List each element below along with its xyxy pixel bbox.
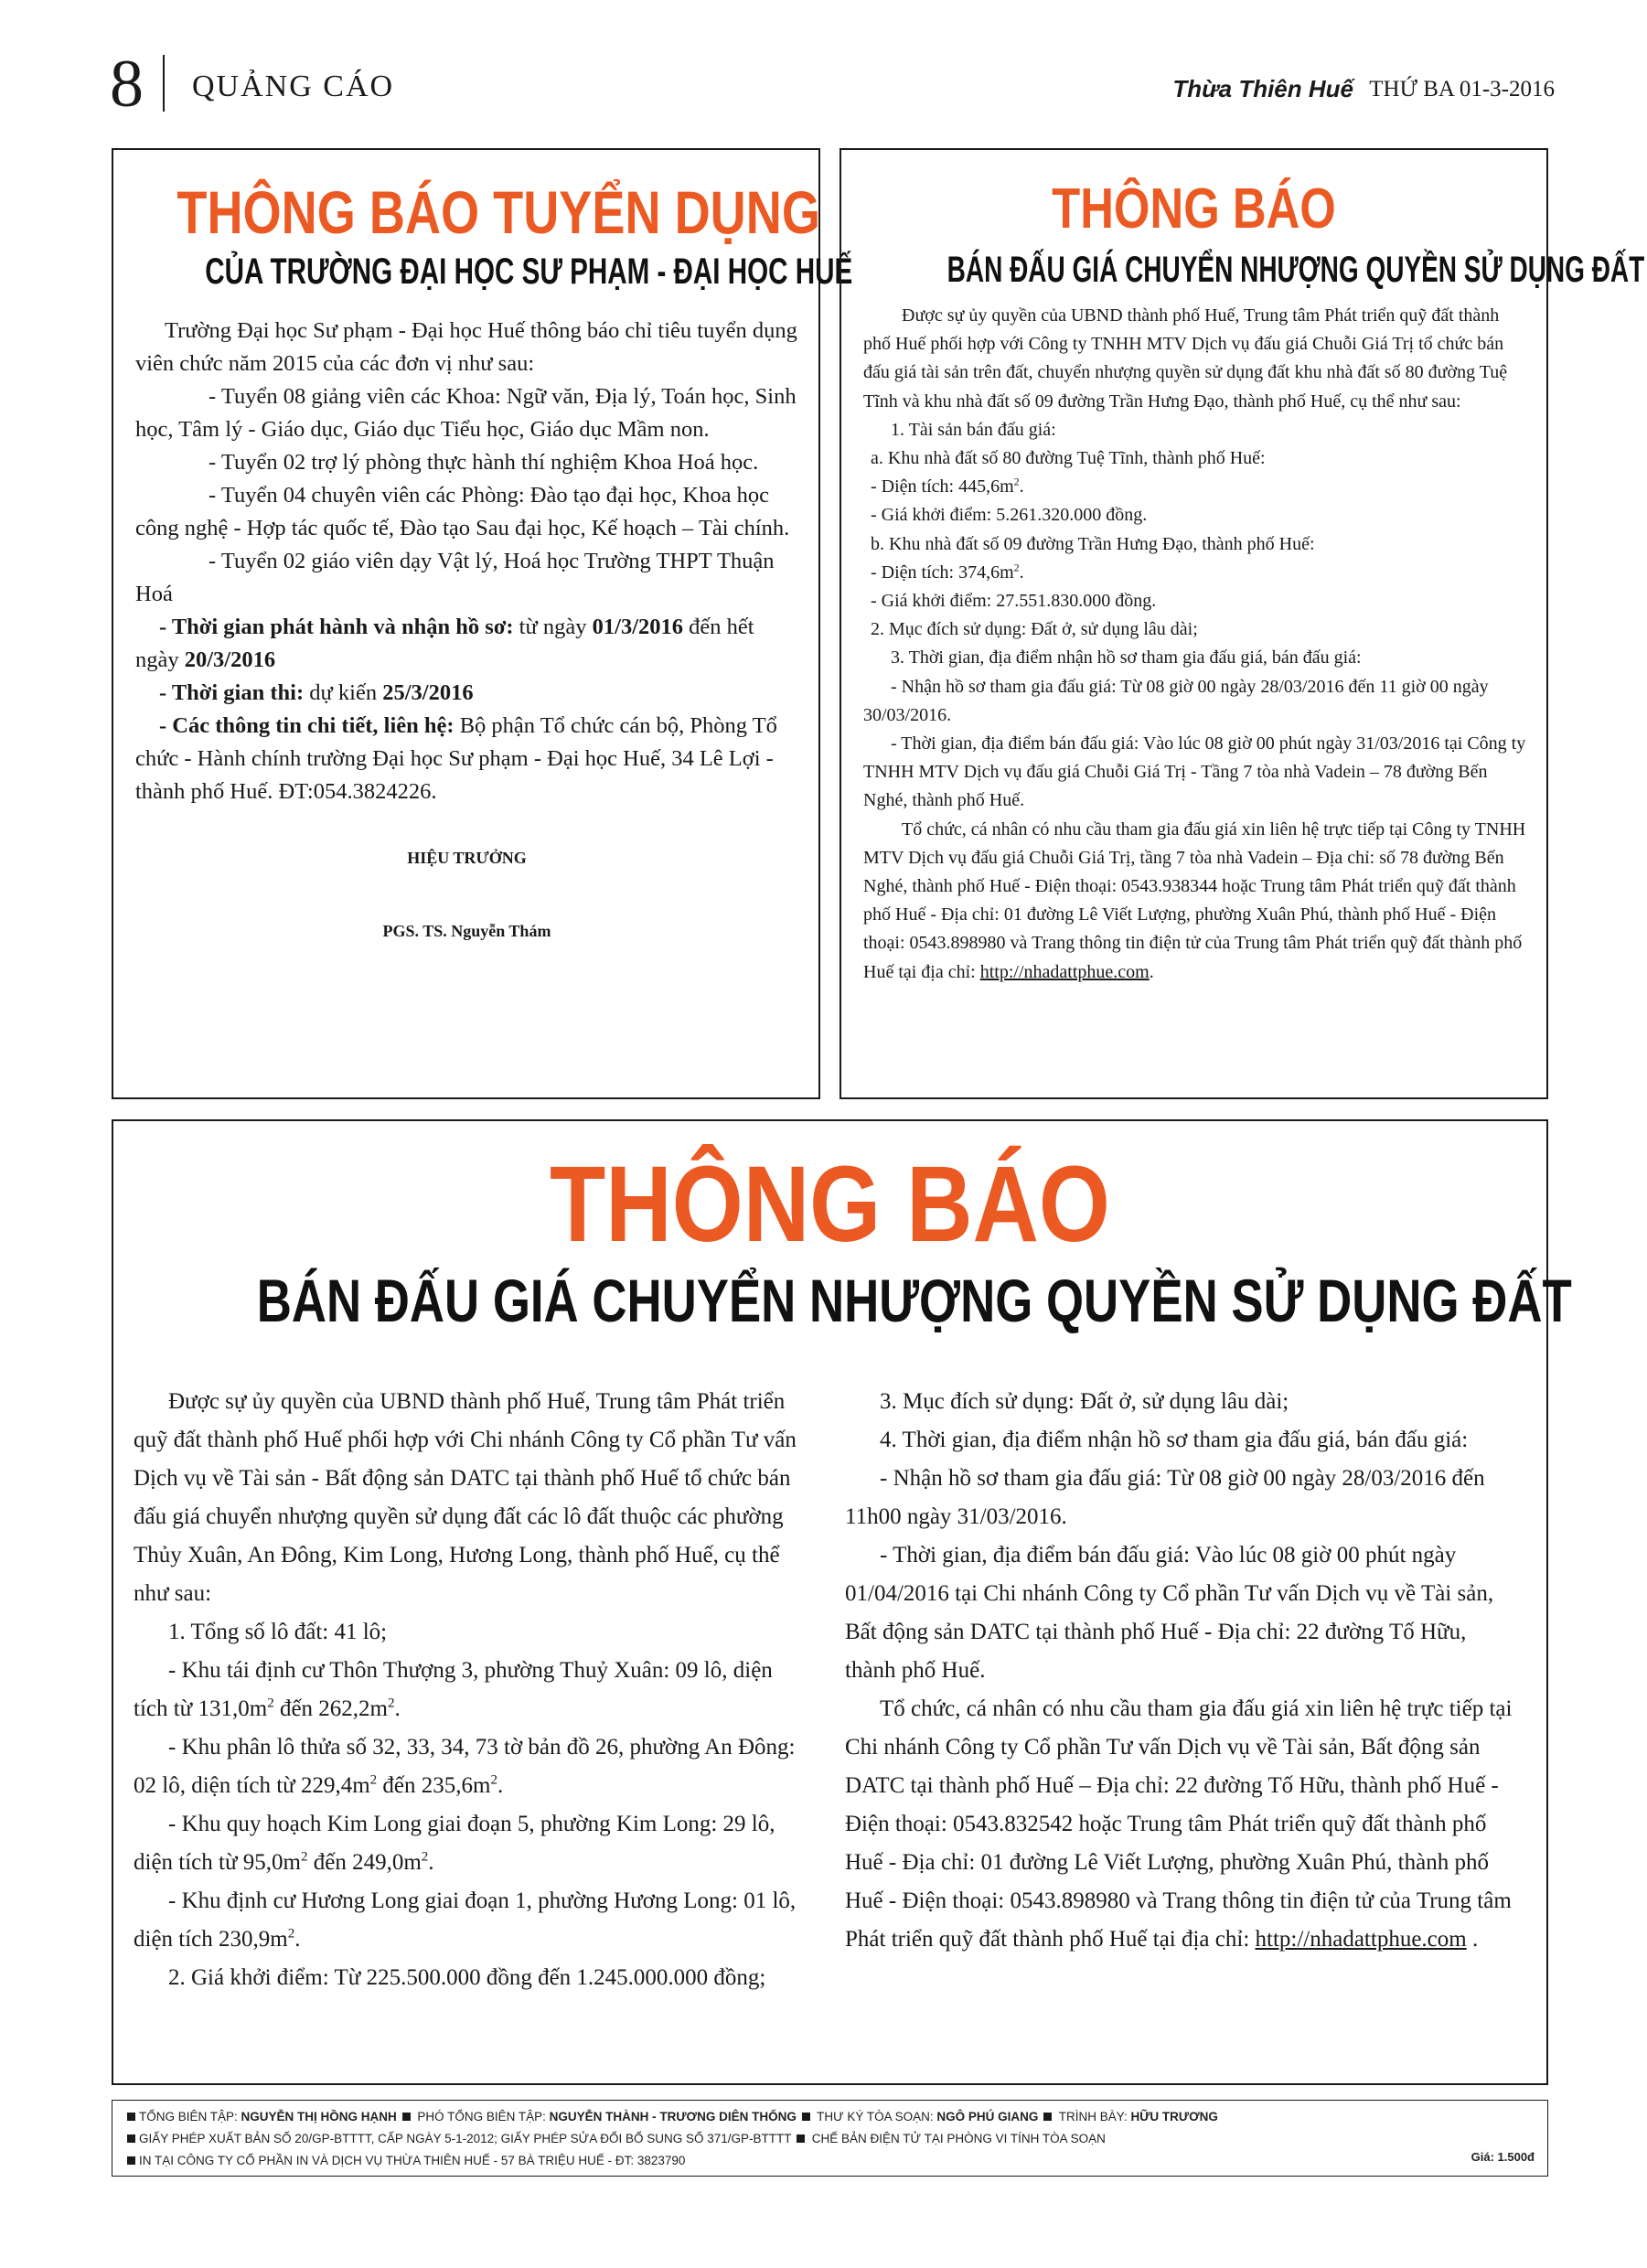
footer-line: GIẤY PHÉP XUẤT BẢN SỐ 20/GP-BTTTT, CẤP NGÀY 5-1-2012; GIẤY PHÉP SỬA ĐỔI BỔ SUNG SỐ 371/GP-BTTTT CHẾ BẢN ĐIỆN TỬ TẠI PHÒNG VI TÍNH TÒA SOẠN [125,2128,1536,2150]
paragraph: - Tuyển 02 giáo viên dạy Vật lý, Hoá học Trường THPT Thuận Hoá [135,549,775,606]
page-header [110,48,1555,121]
paragraph: - Giá khởi điểm: 27.551.830.000 đồng. [871,591,1157,612]
paragraph: - Diện tích: $445,6m^2$. [871,475,1024,497]
notice-title: THÔNG BÁO TUYỂN DỤNG [176,178,820,246]
bullet-square-icon [1043,2113,1052,2121]
footer-line: IN TẠI CÔNG TY CỔ PHẦN IN VÀ DỊCH VỤ THỪA THIÊN HUẾ - 57 BÀ TRIỆU HUẾ - ĐT: 3823790 [125,2150,1536,2172]
paragraph: - Giá khởi điểm: 5.261.320.000 đồng. [871,505,1148,526]
newspaper-name: Thừa Thiên Huế [1172,75,1353,102]
section-name: QUẢNG CÁO [192,70,395,103]
signature-title: HIỆU TRƯỞNG [407,849,527,867]
website-link[interactable]: http://nhadattphue.com [979,961,1150,982]
paragraph: - Nhận hồ sơ tham gia đấu giá: Từ 08 giờ 00 ngày 28/03/2016 đến 11h00 ngày 31/03/2016. [845,1466,1485,1529]
header-divider [163,55,165,112]
page-number: 8 [110,47,144,122]
paragraph: a. Khu nhà đất số 80 đường Tuệ Tĩnh, thành phố Huế: [871,448,1266,469]
masthead-footer [112,2100,1548,2177]
paragraph: 4. Thời gian, địa điểm nhận hồ sơ tham gia đấu giá, bán đấu giá: [880,1428,1469,1452]
paragraph: - Nhận hồ sơ tham gia đấu giá: Từ 08 giờ 00 ngày 28/03/2016 đến 11 giờ 00 ngày 30/03/2016. [863,676,1489,725]
paragraph: - Các thông tin chi tiết, liên hệ: Bộ phận Tổ chức cán bộ, Phòng Tổ chức - Hành chính trường Đại học Sư phạm - Đại học Huế, 34 Lê Lợi - thành phố Huế. ĐT:054.3824226. [135,713,777,804]
paragraph: - Thời gian, địa điểm bán đấu giá: Vào lúc 08 giờ 00 phút ngày 01/04/2016 tại Chi nhánh Công ty Cổ phần Tư vấn Dịch vụ về Tài sản, Bất động sản DATC tại thành phố Huế - Địa chỉ: 22 đường Tố Hữu, thành phố Huế. [845,1543,1494,1683]
auction-notice-large [112,1119,1572,2085]
notice-title: THÔNG BÁO [550,1144,1110,1265]
notice-column-left [134,1383,801,1997]
bullet-square-icon [797,2134,805,2143]
notice-subtitle: CỦA TRƯỜNG ĐẠI HỌC SƯ PHẠM - ĐẠI HỌC HUẾ [205,251,853,292]
bullet-square-icon [402,2113,411,2121]
bullet-square-icon [127,2156,135,2165]
paragraph: - Tuyển 04 chuyên viên các Phòng: Đào tạo đại học, Khoa học công nghệ - Hợp tác quốc tế, Đào tạo Sau đại học, Kế hoạch – Tài chính. [135,483,790,540]
paragraph: 2. Giá khởi điểm: Từ 225.500.000 đồng đến 1.245.000.000 đồng; [168,1965,766,1990]
paragraph: - Khu quy hoạch Kim Long giai đoạn 5, phường Kim Long: 29 lô, diện tích từ $95,0m^2$ đến $249,0m^2$. [134,1812,775,1875]
paragraph: - Thời gian phát hành và nhận hồ sơ: từ ngày 01/3/2016 đến hết ngày 20/3/2016 [135,615,754,672]
recruitment-notice [112,148,853,1099]
notice-subtitle: BÁN ĐẤU GIÁ CHUYỂN NHƯỢNG QUYỀN SỬ DỤNG ĐẤT [946,250,1645,290]
notice-subtitle: BÁN ĐẤU GIÁ CHUYỂN NHƯỢNG QUYỀN SỬ DỤNG ĐẤT [256,1267,1572,1334]
paragraph: - Thời gian thi: dự kiến 25/3/2016 [159,680,474,705]
paragraph: Trường Đại học Sư phạm - Đại học Huế thông báo chỉ tiêu tuyển dụng viên chức năm 2015 của các đơn vị như sau: [135,318,797,376]
paragraph: Tổ chức, cá nhân có nhu cầu tham gia đấu giá xin liên hệ trực tiếp tại Công ty TNHH MTV Dịch vụ đấu giá Chuỗi Giá Trị, tầng 7 tòa nhà Vadein – Địa chỉ: số 78 đường Bến Nghé, thành phố Huế - Điện thoại: 0543.938344 hoặc Trung tâm Phát triển quỹ đất thành phố Huế - Địa chỉ: 01 đường Lê Viết Lượng, phường Xuân Phú, thành phố Huế - Điện thoại: 0543.898980 và Trang thông tin điện tử của Trung tâm Phát triển quỹ đất thành phố Huế tại địa chỉ: http://nhadattphue.com. [863,818,1526,982]
paragraph: - Diện tích: $374,6m^2$. [871,561,1024,583]
paragraph: - Tuyển 02 trợ lý phòng thực hành thí nghiệm Khoa Hoá học. [209,450,759,475]
bullet-square-icon [127,2134,135,2143]
paragraph: - Khu phân lô thửa số 32, 33, 34, 73 tờ bản đồ 26, phường An Đông: 02 lô, diện tích từ $229,4m^2$ đến $235,6m^2$. [134,1735,796,1798]
paragraph: 1. Tổng số lô đất: 41 lô; [168,1620,388,1644]
signature-name: PGS. TS. Nguyễn Thám [382,922,551,940]
paragraph: Được sự ủy quyền của UBND thành phố Huế, Trung tâm Phát triển quỹ đất thành phố Huế phối hợp với Công ty TNHH MTV Dịch vụ đấu giá Chuỗi Giá Trị tổ chức bán đấu giá tài sản trên đất, chuyển nhượng quyền sử dụng đất khu nhà đất số 80 đường Tuệ Tĩnh và khu nhà đất số 09 đường Trần Hưng Đạo, thành phố Huế, cụ thể như sau: [863,305,1508,412]
paragraph: 3. Thời gian, địa điểm nhận hồ sơ tham gia đấu giá, bán đấu giá: [891,647,1362,669]
paragraph: 2. Mục đích sử dụng: Đất ở, sử dụng lâu dài; [871,619,1198,640]
paragraph: Tổ chức, cá nhân có nhu cầu tham gia đấu giá xin liên hệ trực tiếp tại Chi nhánh Công ty Cổ phần Tư vấn Dịch vụ về Tài sản, Bất động sản DATC tại thành phố Huế – Địa chỉ: 22 đường Tố Hữu, thành phố Huế - Điện thoại: 0543.832542 hoặc Trung tâm Phát triển quỹ đất thành phố Huế - Địa chỉ: 01 đường Lê Viết Lượng, phường Xuân Phú, thành phố Huế - Điện thoại: 0543.898980 và Trang thông tin điện tử của Trung tâm Phát triển quỹ đất thành phố Huế tại địa chỉ: http://nhadattphue.com . [845,1696,1513,1952]
notice-title: THÔNG BÁO [1052,177,1336,241]
notice-body [135,315,798,947]
paragraph: 3. Mục đích sử dụng: Đất ở, sử dụng lâu dài; [880,1389,1289,1414]
paragraph: - Khu định cư Hương Long giai đoạn 1, phường Hương Long: 01 lô, diện tích $230,9m^2$. [134,1888,797,1952]
paragraph: Được sự ủy quyền của UBND thành phố Huế, Trung tâm Phát triển quỹ đất thành phố Huế phối hợp với Chi nhánh Công ty Cổ phần Tư vấn Dịch vụ về Tài sản - Bất động sản DATC tại thành phố Huế tổ chức bán đấu giá chuyển nhượng quyền sử dụng đất các lô đất thuộc các phường Thủy Xuân, An Đông, Kim Long, Hương Long, thành phố Huế, cụ thể như sau: [134,1389,797,1606]
paragraph: - Khu tái định cư Thôn Thượng 3, phường Thuỷ Xuân: 09 lô, diện tích từ $131,0m^2$ đến $262,2m^2$. [134,1658,773,1721]
paragraph: b. Khu nhà đất số 09 đường Trần Hưng Đạo, thành phố Huế: [871,533,1315,554]
footer-line: TỔNG BIÊN TẬP: NGUYỄN THỊ HỒNG HẠNH PHÓ TỔNG BIÊN TẬP: NGUYỄN THÀNH - TRƯƠNG DIÊN THỐNG THƯ KÝ TÒA SOẠN: NGÔ PHÚ GIANG TRÌNH BÀY: HỮU TRƯƠNG [125,2106,1536,2128]
website-link[interactable]: http://nhadattphue.com [1255,1927,1467,1952]
paragraph: 1. Tài sản bán đấu giá: [891,419,1056,440]
bullet-square-icon [127,2113,135,2121]
notice-column-right [845,1383,1513,1959]
price-label: Giá: 1.500đ [1471,2150,1535,2164]
notice-body [863,302,1528,987]
auction-notice-small [840,148,1645,1099]
paragraph: - Thời gian, địa điểm bán đấu giá: Vào lúc 08 giờ 00 phút ngày 31/03/2016 tại Công ty TNHH MTV Dịch vụ đấu giá Chuỗi Giá Trị - Tầng 7 tòa nhà Vadein – 78 đường Bến Nghé, thành phố Huế. [863,733,1526,811]
issue-date: THỨ BA 01-3-2016 [1369,77,1555,102]
paragraph: - Tuyển 08 giảng viên các Khoa: Ngữ văn, Địa lý, Toán học, Sinh học, Tâm lý - Giáo dục, Giáo dục Tiểu học, Giáo dục Mầm non. [135,384,797,442]
bullet-square-icon [802,2113,810,2121]
